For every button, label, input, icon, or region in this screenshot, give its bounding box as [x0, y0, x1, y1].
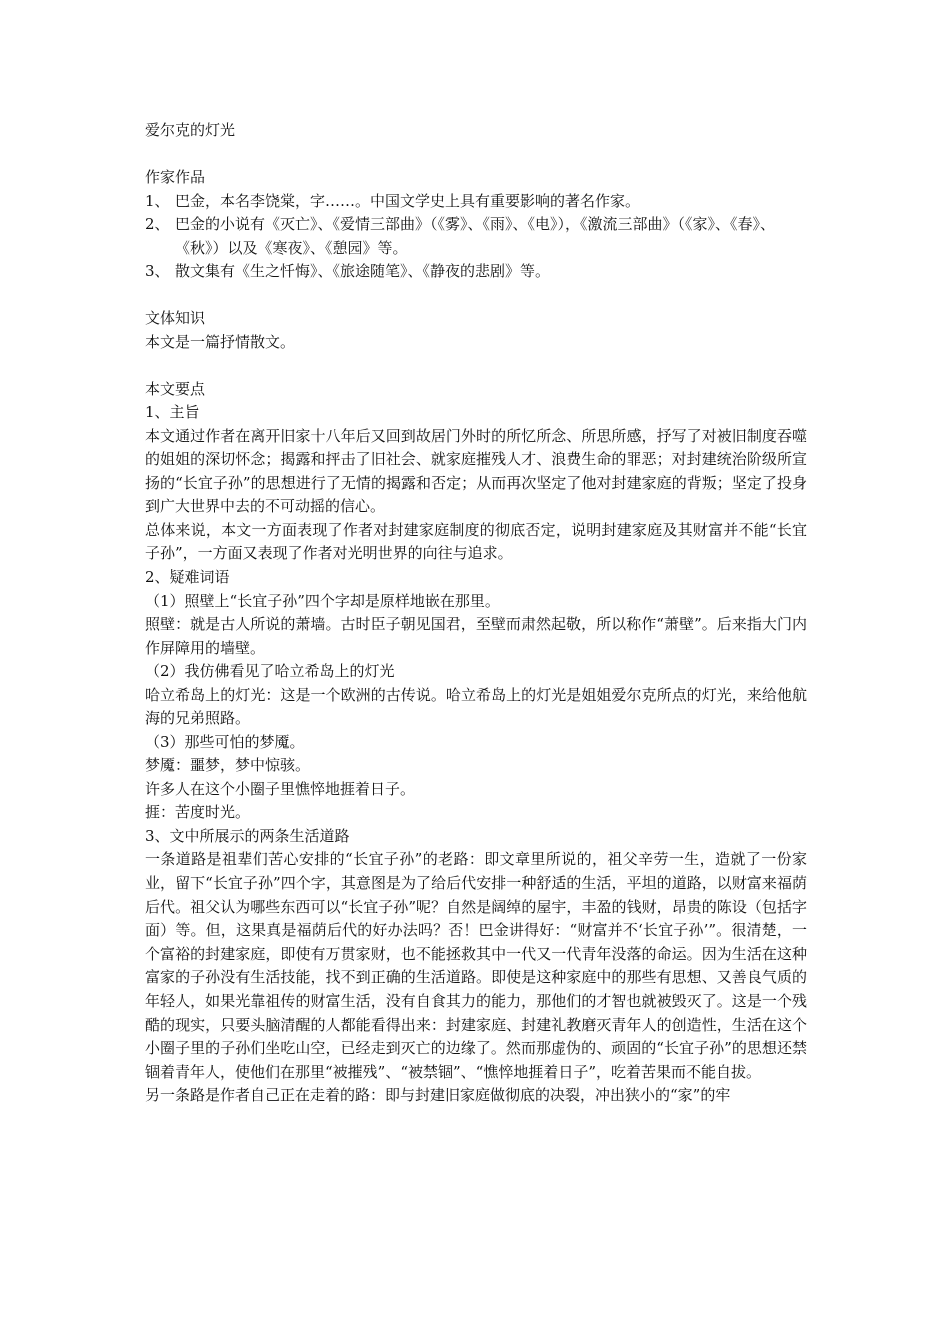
subheading-theme: 1、主旨 [145, 403, 200, 421]
subheading-roads: 3、文中所展示的两条生活道路 [145, 826, 350, 845]
section-heading-points: 本文要点 [145, 379, 206, 398]
vocab-question-4: 许多人在这个小圈子里憔悴地捱着日子。 [145, 779, 416, 798]
section-heading-author: 作家作品 [145, 168, 206, 186]
vocab-answer-3: 梦魇：噩梦，梦中惊骇。 [145, 756, 311, 775]
spacer [145, 354, 807, 378]
page-title: 爱尔克的灯光 [145, 121, 236, 139]
item-text: 巴金的小说有《灭亡》、《爱情三部曲》（《雾》、《雨》、《电》），《激流三部曲》（《家》、《春》、 [175, 215, 776, 233]
theme-paragraph-2: 总体来说，本文一方面表现了作者对封建家庭制度的彻底否定，说明封建家庭及其财富并不能“长宜子孙”，一方面又表现了作者对光明世界的向往与追求。 [145, 520, 807, 563]
item-number: 3、 [145, 262, 170, 280]
author-item-2-continued: 《秋》）以及《寒夜》、《憩园》等。 [175, 238, 408, 257]
vocab-answer-2: 哈立希岛上的灯光：这是一个欧洲的古传说。哈立希岛上的灯光是姐姐爱尔克所点的灯光，来给他航海的兄弟照路。 [145, 685, 807, 728]
vocab-question-2: （2）我仿佛看见了哈立希岛上的灯光 [145, 662, 395, 681]
section-heading-genre: 文体知识 [145, 309, 206, 327]
spacer [145, 284, 807, 308]
vocab-question-1: （1）照壁上“长宜子孙”四个字却是原样地嵌在那里。 [145, 591, 500, 610]
item-number: 2、 [145, 215, 170, 233]
document-body [145, 166, 807, 1108]
theme-paragraph-1: 本文通过作者在离开旧家十八年后又回到故居门外时的所忆所念、所思所感，抒写了对被旧制度吞噬的姐姐的深切怀念；揭露和抨击了旧社会、就家庭摧残人才、浪费生命的罪恶；对封建统治阶级所宣扬的“长宜子孙”的思想进行了无情的揭露和否定；从而再次坚定了他对封建家庭的背叛；坚定了投身到广大世界中去的不可动摇的信心。 [145, 426, 807, 516]
item-number: 1、 [145, 191, 170, 210]
roads-paragraph-1: 一条道路是祖辈们苦心安排的“长宜子孙”的老路：即文章里所说的，祖父辛劳一生，造就了一份家业，留下“长宜子孙”四个字，其意图是为了给后代安排一种舒适的生活，平坦的道路，以财富来福荫后代。祖父认为哪些东西可以“长宜子孙”呢？自然是阔绰的屋宇，丰盈的钱财，昂贵的陈设（包括字面）等。但，这果真是福荫后代的好办法吗？否！巴金讲得好：“财富并不‘长宜子孙’”。很清楚，一个富裕的封建家庭，即使有万贯家财，也不能拯救其中一代又一代青年没落的命运。因为生活在这种富家的子孙没有生活技能，找不到正确的生活道路。即使是这种家庭中的那些有思想、又善良气质的年轻人，如果光靠祖传的财富生活，没有自食其力的能力，那他们的才智也就被毁灭了。这是一个残酷的现实，只要头脑清醒的人都能看得出来：封建家庭、封建礼教磨灭青年人的创造性，生活在这个小圈子里的子孙们坐吃山空，已经走到灭亡的边缘了。然而那虚伪的、顽固的“长宜子孙”的思想还禁锢着青年人，使他们在那里“被摧残”、“被禁锢”、“憔悴地捱着日子”，吃着苦果而不能自拔。 [145, 850, 807, 1081]
item-text: 散文集有《生之忏悔》、《旅途随笔》、《静夜的悲剧》等。 [175, 262, 551, 280]
author-item-1 [145, 190, 807, 214]
genre-text: 本文是一篇抒情散文。 [145, 332, 296, 351]
roads-paragraph-2: 另一条路是作者自己正在走着的路：即与封建旧家庭做彻底的决裂，冲出狭小的“家”的牢 [145, 1086, 731, 1105]
vocab-answer-4: 捱：苦度时光。 [145, 803, 251, 822]
subheading-vocab: 2、疑难词语 [145, 568, 230, 587]
author-item-2 [145, 213, 807, 237]
item-text: 巴金，本名李饶棠，字……。中国文学史上具有重要影响的著名作家。 [175, 191, 641, 210]
vocab-answer-1: 照壁：就是古人所说的萧墙。古时臣子朝见国君，至壁而肃然起敬，所以称作“萧壁”。后来指大门内作屏障用的墙壁。 [145, 615, 807, 657]
vocab-question-3: （3）那些可怕的梦魇。 [145, 732, 305, 751]
author-item-3 [145, 260, 807, 284]
